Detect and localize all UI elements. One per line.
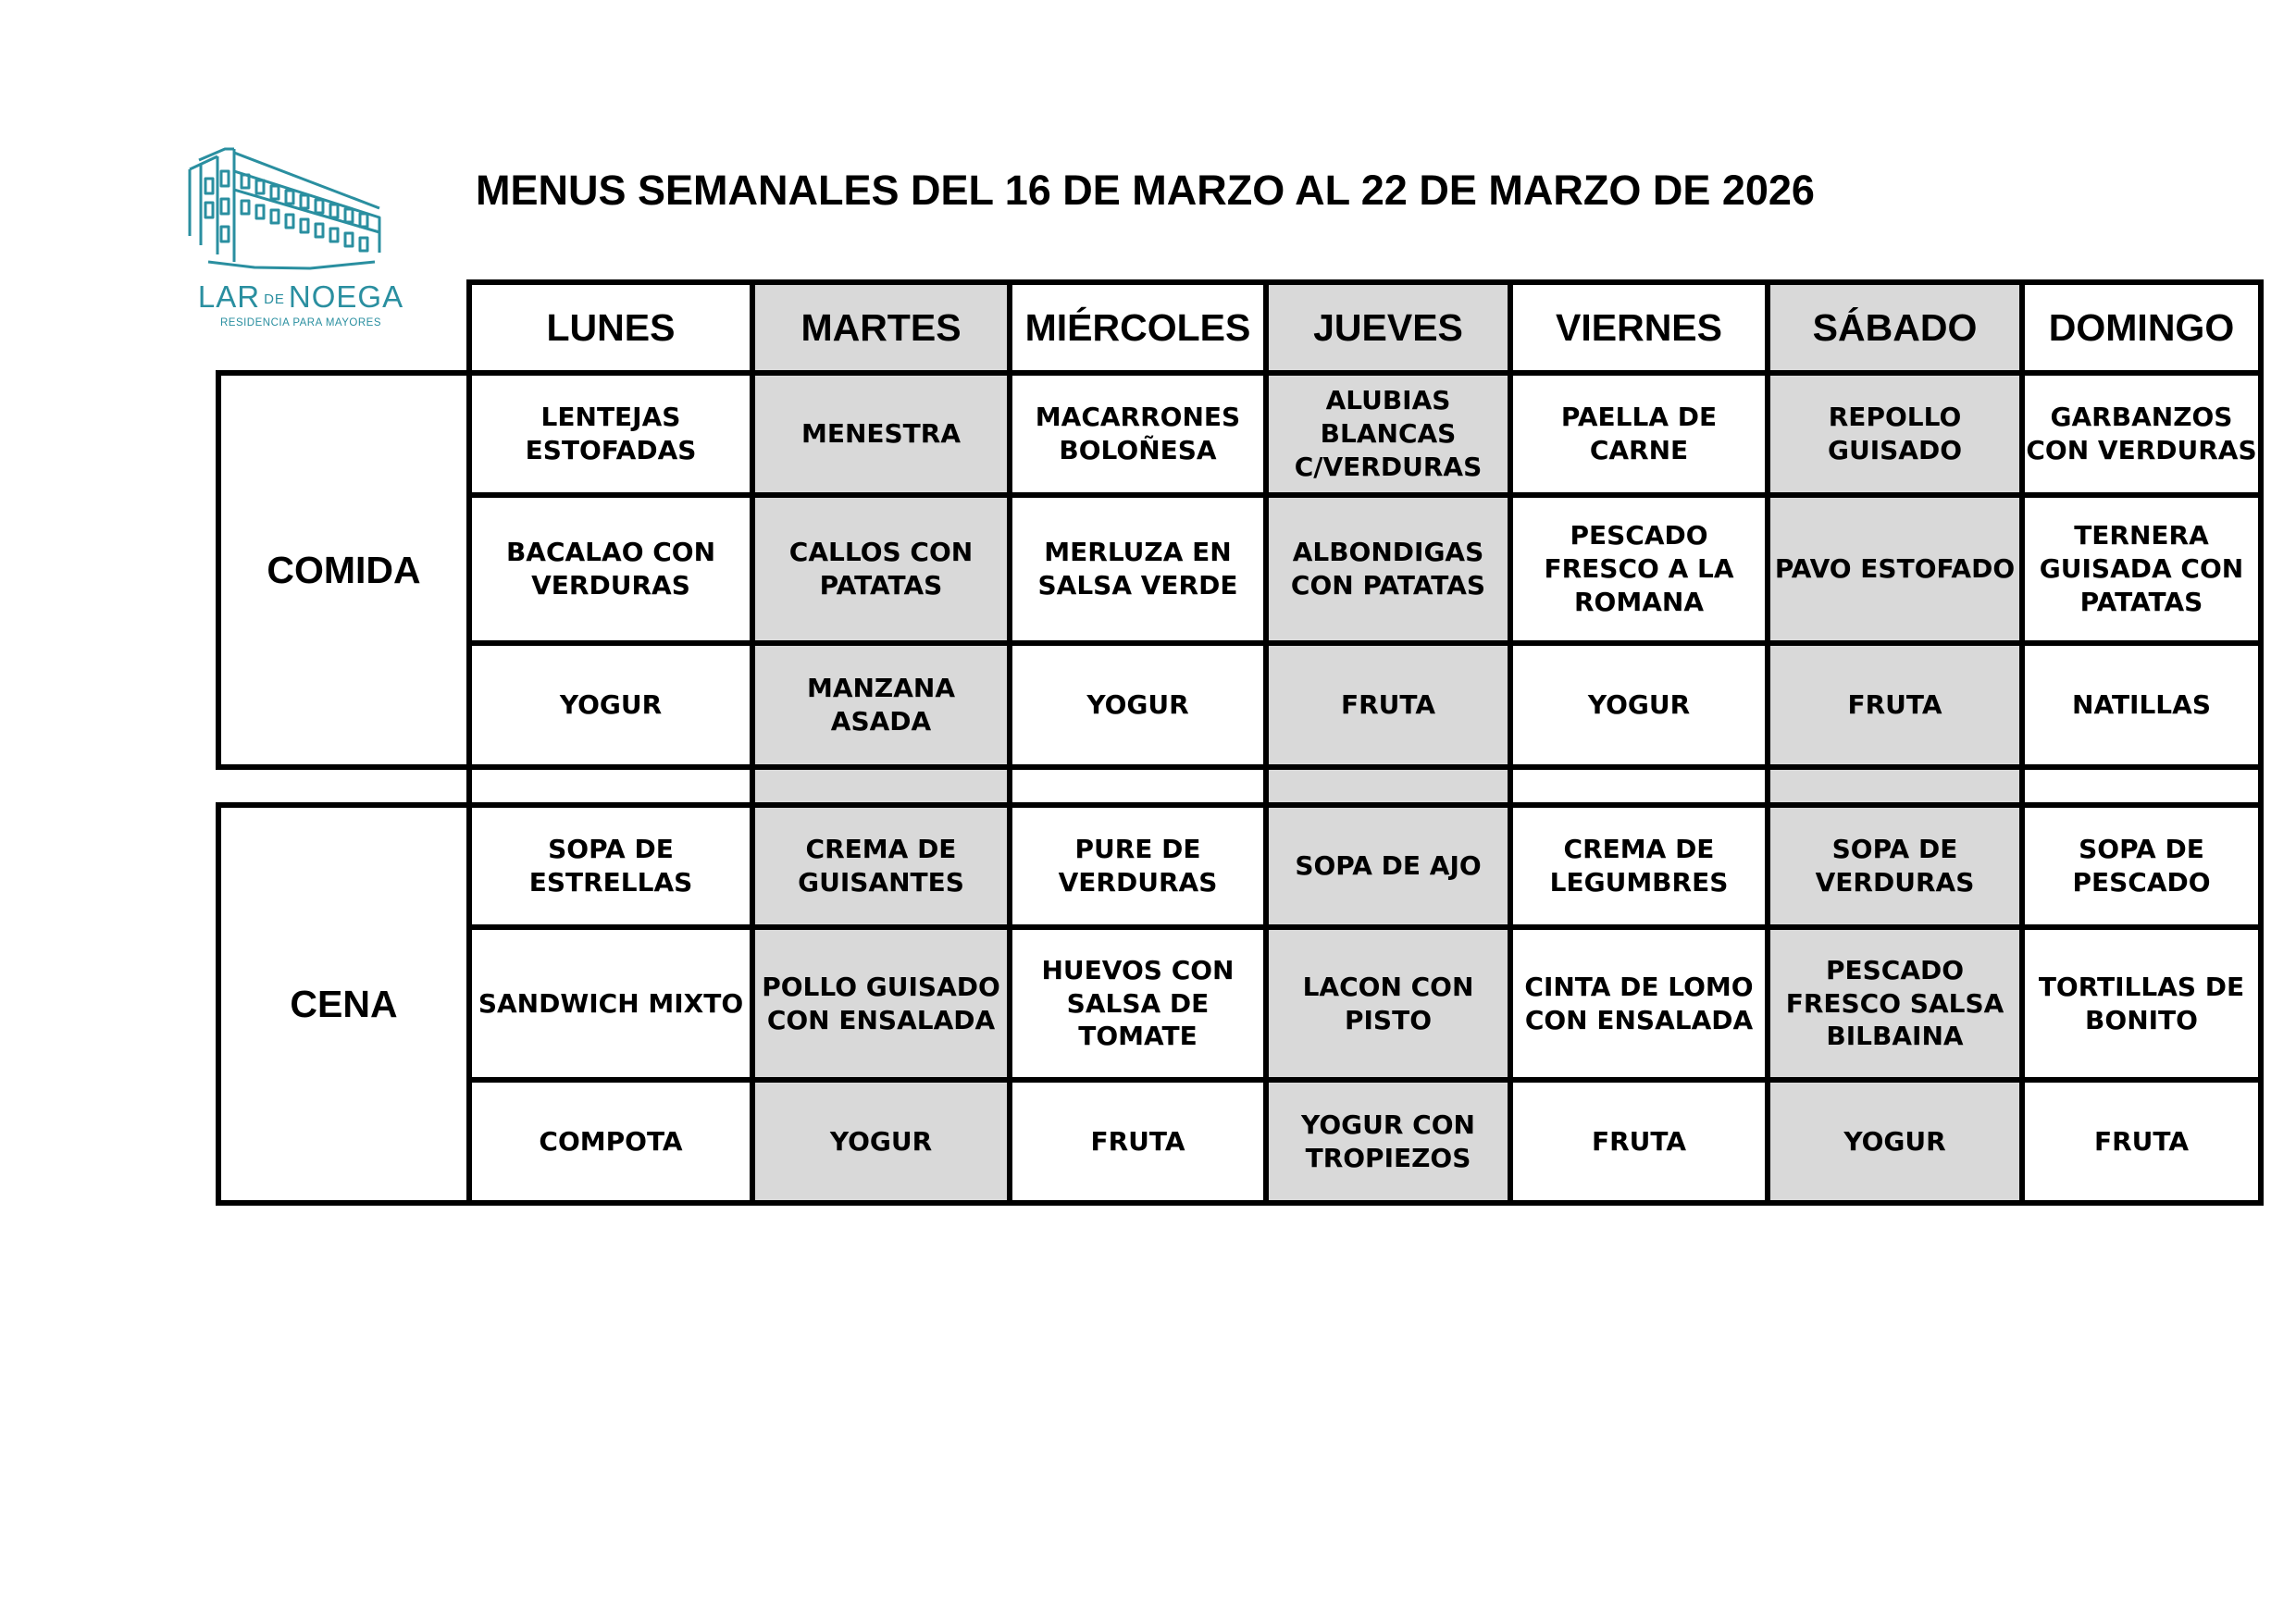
meal-label-cena: CENA <box>290 982 398 1025</box>
menu-item-cena: PESCADO FRESCO SALSA BILBAINA <box>1785 954 2004 1052</box>
building-icon <box>180 143 421 282</box>
menu-item-comida: GARBANZOS CON VERDURAS <box>2026 402 2257 465</box>
menu-item-comida: PAVO ESTOFADO <box>1774 553 2016 585</box>
menu-item-comida: MENESTRA <box>800 418 962 450</box>
menu-item-comida: BACALAO CON VERDURAS <box>505 537 716 601</box>
menu-item-cena: COMPOTA <box>539 1125 683 1157</box>
menu-item-comida: REPOLLO GUISADO <box>1827 402 1963 465</box>
menu-item-comida: PAELLA DE CARNE <box>1560 402 1718 465</box>
menu-item-comida: MANZANA ASADA <box>806 673 956 737</box>
menu-item-comida: MACARRONES BOLOÑESA <box>1035 402 1241 465</box>
table-rule-horizontal <box>218 802 2264 808</box>
day-header: DOMINGO <box>2048 305 2235 349</box>
menu-item-cena: HUEVOS CON SALSA DE TOMATE <box>1041 954 1235 1052</box>
menu-item-cena: CREMA DE GUISANTES <box>798 834 964 898</box>
logo-subtitle: RESIDENCIA PARA MAYORES <box>219 317 382 328</box>
page-title: MENUS SEMANALES DEL 16 DE MARZO AL 22 DE MARZO DE 2026 <box>476 167 1815 214</box>
menu-item-comida: YOGUR <box>1587 689 1691 721</box>
menu-item-comida: TERNERA GUISADA CON PATATAS <box>2039 520 2244 617</box>
day-header: LUNES <box>546 305 676 349</box>
table-rule-vertical <box>1765 279 1770 1206</box>
table-rule-horizontal <box>218 1200 2264 1206</box>
menu-item-cena: TORTILLAS DE BONITO <box>2038 971 2245 1035</box>
menu-item-cena: SANDWICH MIXTO <box>478 987 744 1019</box>
menu-item-cena: SOPA DE AJO <box>1295 850 1482 882</box>
menu-item-comida: ALBONDIGAS CON PATATAS <box>1290 537 1486 601</box>
table-rule-vertical <box>1263 279 1269 1206</box>
menu-item-comida: FRUTA <box>1340 689 1436 721</box>
menu-item-cena: LACON CON PISTO <box>1302 971 1474 1035</box>
day-header: VIERNES <box>1556 305 1722 349</box>
meal-label-comida: COMIDA <box>267 548 421 591</box>
menu-item-comida: PESCADO FRESCO A LA ROMANA <box>1544 520 1734 617</box>
table-rule-vertical <box>2019 279 2025 1206</box>
menu-item-cena: FRUTA <box>1591 1125 1687 1157</box>
menu-item-comida: MERLUZA EN SALSA VERDE <box>1037 537 1238 601</box>
menu-item-cena: CINTA DE LOMO CON ENSALADA <box>1524 971 1754 1035</box>
menu-item-comida: CALLOS CON PATATAS <box>788 537 974 601</box>
table-rule-horizontal <box>218 370 2264 376</box>
menu-item-comida: ALUBIAS BLANCAS C/VERDURAS <box>1294 385 1483 482</box>
table-rule-horizontal <box>469 1077 2261 1083</box>
menu-item-comida: YOGUR <box>1086 689 1189 721</box>
menu-item-cena: SOPA DE ESTRELLAS <box>528 834 693 898</box>
table-rule-vertical <box>750 279 755 1206</box>
menu-item-cena: YOGUR CON TROPIEZOS <box>1301 1109 1475 1173</box>
table-rule-vertical <box>466 279 472 1206</box>
menu-item-cena: PURE DE VERDURAS <box>1058 834 1218 898</box>
table-rule-horizontal <box>469 279 2261 285</box>
table-rule-vertical <box>1007 279 1012 1206</box>
day-header: SÁBADO <box>1812 305 1978 349</box>
table-rule-vertical <box>216 370 221 770</box>
day-header: JUEVES <box>1313 305 1463 349</box>
menu-item-comida: FRUTA <box>1847 689 1942 721</box>
day-header: MIÉRCOLES <box>1024 305 1251 349</box>
menu-item-comida: YOGUR <box>559 689 663 721</box>
table-rule-vertical <box>2258 279 2264 1206</box>
menu-item-comida: NATILLAS <box>2072 689 2211 721</box>
menu-item-comida: LENTEJAS ESTOFADAS <box>525 402 697 465</box>
menu-item-cena: CREMA DE LEGUMBRES <box>1549 834 1729 898</box>
logo-name: LAR DE NOEGA <box>197 279 404 314</box>
menu-item-cena: YOGUR <box>1843 1125 1946 1157</box>
day-header: MARTES <box>800 305 962 349</box>
table-rule-horizontal <box>218 764 2264 770</box>
menu-item-cena: SOPA DE VERDURAS <box>1815 834 1975 898</box>
table-rule-horizontal <box>469 640 2261 646</box>
logo <box>180 143 421 338</box>
menu-item-cena: POLLO GUISADO CON ENSALADA <box>762 971 1000 1035</box>
menu-item-cena: SOPA DE PESCADO <box>2072 834 2211 898</box>
menu-item-cena: YOGUR <box>829 1125 933 1157</box>
table-rule-horizontal <box>469 492 2261 498</box>
menu-item-cena: FRUTA <box>1090 1125 1185 1157</box>
table-rule-vertical <box>1508 279 1513 1206</box>
table-rule-vertical <box>216 802 221 1206</box>
table-rule-horizontal <box>469 924 2261 930</box>
menu-item-cena: FRUTA <box>2093 1125 2190 1157</box>
